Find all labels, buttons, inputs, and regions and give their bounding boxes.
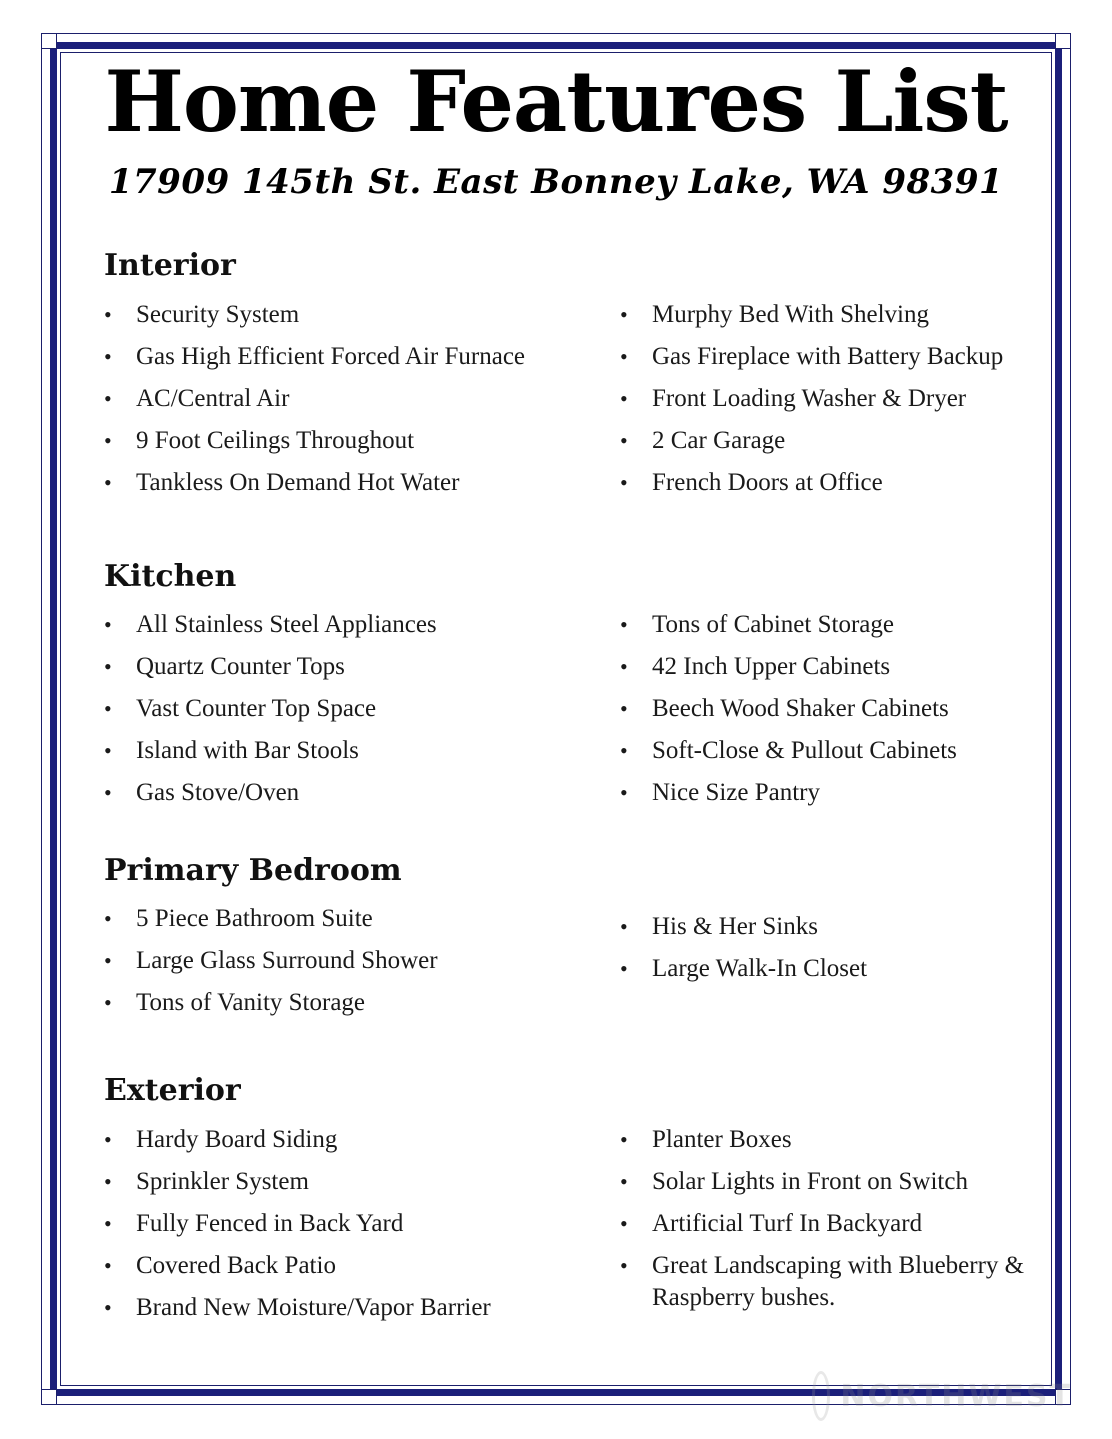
kitchen-list-left [104, 609, 584, 819]
page-title: Home Features List [104, 52, 1008, 151]
watermark-logo-icon [812, 1371, 830, 1421]
property-address: 17909 145th St. East Bonney Lake, WA 98391 [108, 162, 1004, 202]
section-heading-kitchen: Kitchen [104, 559, 237, 594]
frame-corner-bottom-left [41, 1389, 57, 1405]
section-heading-interior: Interior [104, 248, 236, 283]
list-item: • Tons of Cabinet Storage [620, 609, 1060, 651]
kitchen-list-right [620, 609, 1060, 819]
list-item: • 2 Car Garage [620, 425, 1060, 467]
list-item: • Nice Size Pantry [620, 777, 1060, 819]
list-item: • 42 Inch Upper Cabinets [620, 651, 1060, 693]
interior-list-left [104, 299, 584, 509]
interior-list-right [620, 299, 1060, 509]
list-item: • Planter Boxes [620, 1124, 1060, 1166]
list-item: • 5 Piece Bathroom Suite [104, 903, 584, 945]
list-item: • Covered Back Patio [104, 1250, 584, 1292]
list-item: • Tankless On Demand Hot Water [104, 467, 584, 509]
list-item: • Hardy Board Siding [104, 1124, 584, 1166]
list-item: • All Stainless Steel Appliances [104, 609, 584, 651]
watermark-text: NORTHWEST [840, 1378, 1072, 1414]
primary-bedroom-list-left [104, 903, 584, 1029]
list-item: • 9 Foot Ceilings Throughout [104, 425, 584, 467]
list-item: • Quartz Counter Tops [104, 651, 584, 693]
watermark [812, 1366, 1072, 1426]
list-item: • Large Glass Surround Shower [104, 945, 584, 987]
list-item: • AC/Central Air [104, 383, 584, 425]
list-item: • Gas High Efficient Forced Air Furnace [104, 341, 584, 383]
list-item: • Soft-Close & Pullout Cabinets [620, 735, 1060, 777]
exterior-list-left [104, 1124, 584, 1334]
list-item: • Sprinkler System [104, 1166, 584, 1208]
list-item: • Solar Lights in Front on Switch [620, 1166, 1060, 1208]
list-item: • His & Her Sinks [620, 911, 1060, 953]
list-item: • Beech Wood Shaker Cabinets [620, 693, 1060, 735]
primary-bedroom-list-right [620, 911, 1060, 995]
list-item: • Security System [104, 299, 584, 341]
list-item: • Brand New Moisture/Vapor Barrier [104, 1292, 584, 1334]
list-item: • Fully Fenced in Back Yard [104, 1208, 584, 1250]
frame-corner-top-right [1055, 33, 1071, 49]
list-item: • Gas Stove/Oven [104, 777, 584, 819]
section-heading-exterior: Exterior [104, 1073, 241, 1108]
list-item: • Great Landscaping with Blueberry & Raspberry bushes. [620, 1250, 1060, 1316]
list-item: • Island with Bar Stools [104, 735, 584, 777]
list-item: • Gas Fireplace with Battery Backup [620, 341, 1060, 383]
list-item: • French Doors at Office [620, 467, 1060, 509]
list-item: • Front Loading Washer & Dryer [620, 383, 1060, 425]
frame-corner-top-left [41, 33, 57, 49]
list-item: • Artificial Turf In Backyard [620, 1208, 1060, 1250]
section-heading-primary-bedroom: Primary Bedroom [104, 853, 402, 888]
exterior-list-right [620, 1124, 1060, 1316]
list-item: • Vast Counter Top Space [104, 693, 584, 735]
list-item: • Murphy Bed With Shelving [620, 299, 1060, 341]
list-item: • Tons of Vanity Storage [104, 987, 584, 1029]
list-item: • Large Walk-In Closet [620, 953, 1060, 995]
